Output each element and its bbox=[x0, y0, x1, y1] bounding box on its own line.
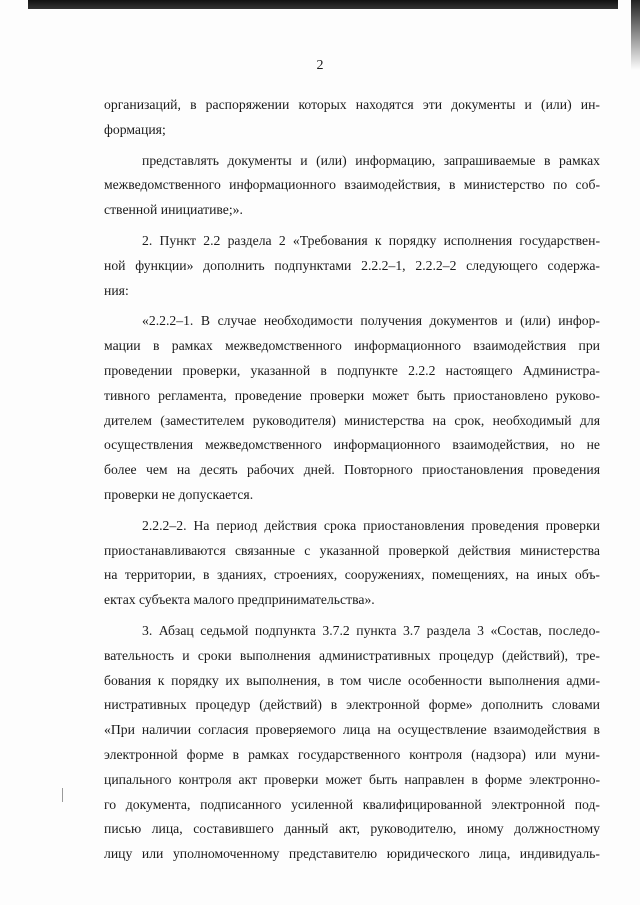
text-line: мации в рамках межведомственного информационного взаимодействия при bbox=[104, 338, 600, 354]
text-line: 2.2.2–2. На период действия срока приостановления проведения проверки bbox=[142, 517, 600, 533]
text-line: ципального контроля акт проверки может быть направлен в форме электронно- bbox=[104, 771, 600, 787]
page-number: 2 bbox=[316, 58, 324, 73]
text-line: го документа, подписанного усиленной квалифицированной электронной под- bbox=[104, 796, 600, 812]
text-line: ственной инициативе;». bbox=[104, 202, 243, 218]
document-body bbox=[104, 93, 600, 867]
text-line: ектах субъекта малого предпринимательства». bbox=[104, 592, 375, 608]
text-line: межведомственного информационного взаимодействия, в министерство по соб- bbox=[104, 177, 600, 193]
text-line: более чем на десять рабочих дней. Повторного приостановления проведения bbox=[104, 462, 600, 478]
scan-speck bbox=[62, 788, 63, 802]
text-line: формация; bbox=[104, 121, 166, 137]
text-line: «2.2.2–1. В случае необходимости получения документов и (или) инфор- bbox=[142, 313, 600, 329]
text-line: бования к порядку их выполнения, в том числе особенности выполнения адми- bbox=[104, 672, 600, 688]
text-line: писью лица, составившего данный акт, руководителю, иному должностному bbox=[104, 821, 600, 837]
text-line: дителем (заместителем руководителя) министерства на срок, необходимый для bbox=[104, 412, 600, 428]
text-line: вательность и сроки выполнения административных процедур (действий), тре- bbox=[104, 647, 600, 663]
scan-border-top bbox=[28, 0, 618, 9]
text-line: тивного регламента, проведение проверки может быть приостановлено руково- bbox=[104, 387, 600, 403]
text-line: 3. Абзац седьмой подпункта 3.7.2 пункта 3.7 раздела 3 «Состав, последо- bbox=[142, 622, 600, 638]
text-line: лицу или уполномоченному представителю юридического лица, индивидуаль- bbox=[104, 846, 600, 862]
text-line: ной функции» дополнить подпунктами 2.2.2–1, 2.2.2–2 следующего содержа- bbox=[104, 257, 600, 273]
text-line: 2. Пункт 2.2 раздела 2 «Требования к порядку исполнения государствен- bbox=[142, 232, 600, 248]
text-line: электронной форме в рамках государственного контроля (надзора) или муни- bbox=[104, 746, 600, 762]
text-line: на территории, в зданиях, строениях, сооружениях, помещениях, на иных объ- bbox=[104, 567, 600, 583]
text-line: представлять документы и (или) информацию, запрашиваемые в рамках bbox=[142, 152, 600, 168]
text-line: организаций, в распоряжении которых находятся эти документы и (или) ин- bbox=[104, 97, 600, 112]
text-line: проведении проверки, указанной в подпункте 2.2.2 настоящего Администра- bbox=[104, 362, 600, 378]
text-line: нистративных процедур (действий) в электронной форме» дополнить словами bbox=[104, 697, 600, 713]
text-line: приостанавливаются связанные с указанной проверкой действия министерства bbox=[104, 542, 600, 558]
text-line: проверки не допускается. bbox=[104, 486, 254, 502]
text-line: ния: bbox=[104, 282, 129, 298]
text-line: «При наличии согласия проверяемого лица на осуществление взаимодействия в bbox=[104, 722, 600, 738]
text-line: осуществления межведомственного информационного взаимодействия, но не bbox=[104, 437, 600, 453]
